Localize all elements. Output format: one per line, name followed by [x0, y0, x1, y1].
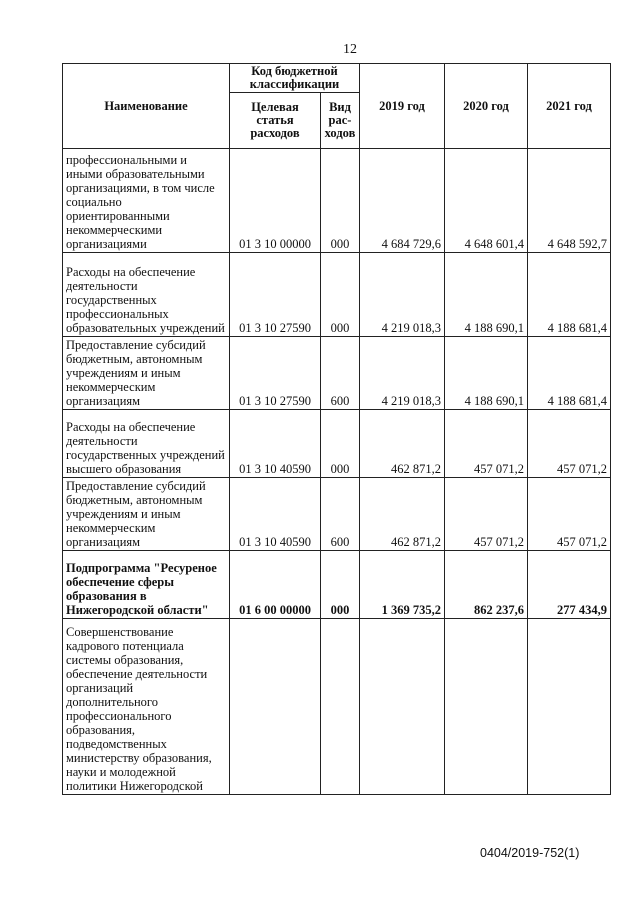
row-expense-type: 600 — [321, 337, 360, 410]
page-number: 12 — [343, 42, 357, 57]
row-2020: 4 188 690,1 — [445, 337, 528, 410]
row-2020 — [445, 619, 528, 795]
row-expense-type — [321, 619, 360, 795]
header-budget-code: Код бюджетной классификации — [230, 64, 360, 93]
row-target-code: 01 3 10 40590 — [230, 478, 321, 551]
row-2021: 457 071,2 — [528, 478, 611, 551]
row-2019: 4 219 018,3 — [360, 253, 445, 337]
header-type: Вид рас-ходов — [321, 93, 360, 149]
row-expense-type: 000 — [321, 410, 360, 478]
row-target-code: 01 6 00 00000 — [230, 551, 321, 619]
row-2019: 1 369 735,2 — [360, 551, 445, 619]
table-row — [63, 551, 611, 619]
row-name: Расходы на обеспечение деятельности государственных учреждений высшего образования — [63, 410, 230, 478]
header-2021: 2021 год — [528, 64, 611, 149]
row-2020: 457 071,2 — [445, 410, 528, 478]
row-name: профессиональными и иными образовательными организациями, в том числе социально ориентированными некоммерческими организациями — [63, 149, 230, 253]
row-2020: 457 071,2 — [445, 478, 528, 551]
row-name: Расходы на обеспечение деятельности государственных профессиональных образовательных учреждений — [63, 253, 230, 337]
row-2021: 4 188 681,4 — [528, 253, 611, 337]
row-2021: 277 434,9 — [528, 551, 611, 619]
table-row — [63, 410, 611, 478]
row-expense-type: 600 — [321, 478, 360, 551]
row-2019: 462 871,2 — [360, 410, 445, 478]
header-target: Целевая статья расходов — [230, 93, 321, 149]
header-2020: 2020 год — [445, 64, 528, 149]
row-2020: 4 188 690,1 — [445, 253, 528, 337]
row-expense-type: 000 — [321, 551, 360, 619]
row-target-code — [230, 619, 321, 795]
row-expense-type: 000 — [321, 253, 360, 337]
row-2020: 862 237,6 — [445, 551, 528, 619]
table-row — [63, 149, 611, 253]
header-name: Наименование — [63, 64, 230, 149]
row-2021: 4 648 592,7 — [528, 149, 611, 253]
row-target-code: 01 3 10 00000 — [230, 149, 321, 253]
table-row — [63, 253, 611, 337]
row-expense-type: 000 — [321, 149, 360, 253]
row-target-code: 01 3 10 27590 — [230, 337, 321, 410]
row-name: Совершенствование кадрового потенциала системы образования, обеспечение деятельности организаций дополнительного профессионального образования, подведомственных министерству образования, науки и молодежной политики Нижегородской — [63, 619, 230, 795]
row-target-code: 01 3 10 40590 — [230, 410, 321, 478]
row-2019: 4 684 729,6 — [360, 149, 445, 253]
budget-table — [62, 63, 611, 795]
row-2019: 462 871,2 — [360, 478, 445, 551]
row-2020: 4 648 601,4 — [445, 149, 528, 253]
row-target-code: 01 3 10 27590 — [230, 253, 321, 337]
row-name: Предоставление субсидий бюджетным, автономным учреждениям и иным некоммерческим организациям — [63, 478, 230, 551]
row-2021: 457 071,2 — [528, 410, 611, 478]
table-row — [63, 619, 611, 795]
row-2019 — [360, 619, 445, 795]
table-row — [63, 478, 611, 551]
row-2021 — [528, 619, 611, 795]
row-name: Предоставление субсидий бюджетным, автономным учреждениям и иным некоммерческим организациям — [63, 337, 230, 410]
row-2019: 4 219 018,3 — [360, 337, 445, 410]
document-code: 0404/2019-752(1) — [480, 846, 580, 860]
row-name: Подпрограмма "Ресуреное обеспечение сферы образования в Нижегородской области" — [63, 551, 230, 619]
row-2021: 4 188 681,4 — [528, 337, 611, 410]
table-row — [63, 337, 611, 410]
header-2019: 2019 год — [360, 64, 445, 149]
table-body — [63, 149, 611, 795]
